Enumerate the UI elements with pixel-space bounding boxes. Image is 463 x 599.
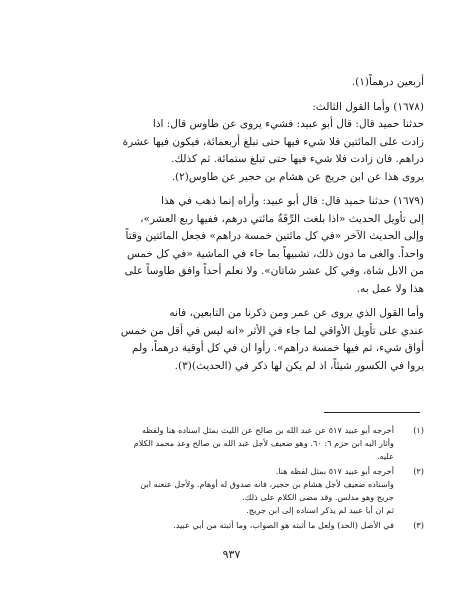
main-text <box>34 74 424 375</box>
footnote <box>34 519 424 532</box>
footnote-separator <box>324 412 420 413</box>
text-line: يروى هذا عن ابن جريج عن هشام بن حجير عن طاوس(٢). <box>171 170 424 183</box>
text-line: زادت على المائتين فلا شيء فيها حتى تبلغ أربعمائة، فيكون فيها عشرة <box>122 135 424 148</box>
footnote-line: جريج وهو مدلس. وقد مضى الكلام على ذلك. <box>242 492 394 502</box>
text-line: إلى تأويل الحديث «اذا بلغت الرِّقَةُ مائتي درهم، ففيها ربع العشر»، <box>140 212 424 225</box>
text-line: عندي على تأويل الأواقي لما جاء في الأثر «انه ليس في أقل من خمس <box>120 324 424 337</box>
text-line: هذا ولا عمل به. <box>356 282 424 295</box>
footnote-mark: (٣) <box>413 520 424 530</box>
text-line: واحداً. والغى ما دون ذلك، تشبيهاً بما جاء في الماشية «في كل خمس <box>126 247 424 260</box>
footnote-line: أخرجه أبو عبيد ٥١٧ بمثل لفظه هنا. <box>275 466 394 476</box>
footnote-line: ثم ان أبا عبيد لم يذكر اسناده إلى ابن جريج. <box>246 505 394 515</box>
footnote-mark: (١) <box>413 425 424 435</box>
footnote <box>34 424 424 463</box>
footnote-mark: (٢) <box>413 466 424 476</box>
text-line: من الابل شاة، وفي كل عشر شاتان». ولا نعلم أحداً وافق طاوساً على <box>124 265 424 277</box>
text-line: أواق شيء، ثم فيها خمسة دراهم». رأوا ان في كل أوقية درهماً، ولم <box>132 342 424 354</box>
text-line: يروا في الكسور شيئاً، اذ لم يكن لها ذكر في (الحديث)(٣). <box>174 359 424 372</box>
text-line: وأما القول الذي يروى عن عمر ومن ذكرنا من التابعين، فانه <box>169 307 424 319</box>
text-line: حدثنا حميد قال: قال أبو عبيد: فشيء يروى عن طاوس قال: اذا <box>152 118 424 130</box>
footnote-line: عليه. <box>376 451 394 461</box>
text-line: أربعين درهماً(١). <box>351 76 424 88</box>
page-number: ٩٣٧ <box>222 548 241 561</box>
footnote-line: أخرجه أبو عبيد ٥١٧ عن عبد الله بن صالح عن الليث بمثل اسناده هنا ولفظه <box>141 425 394 435</box>
text-line: وإلى الحديث الآخر «في كل مائتين خمسة دراهم» فجعل المائتين وقتاً <box>125 230 424 242</box>
footnote-line: في الأصل (الحد) ولعل ما أثبته هو الصواب، وما أثبته من أبي عبيد. <box>173 520 394 530</box>
footnote <box>34 465 424 517</box>
footnote-line: وأثار اليه ابن حزم ٦: ٦٠. وهو ضعيف لأجل عبد الله بن صالح وعد محمد الكلام <box>133 438 394 448</box>
footnote-line: واسناده ضعيف لأجل هشام بن حجير، فانه صدوق له أوهام. ولأجل عنعنه ابن <box>140 479 394 489</box>
text-line: (١٦٧٩) حدثنا حميد قال: قال أبو عبيد: وأراه إنما ذهب في هذا <box>160 195 424 207</box>
text-line: دراهم. فان زادت فلا شيء فيها حتى تبلغ ستمائة. ثم كذلك. <box>171 153 424 165</box>
section-heading: (١٦٧٨) وأما القول الثالث: <box>312 100 424 113</box>
